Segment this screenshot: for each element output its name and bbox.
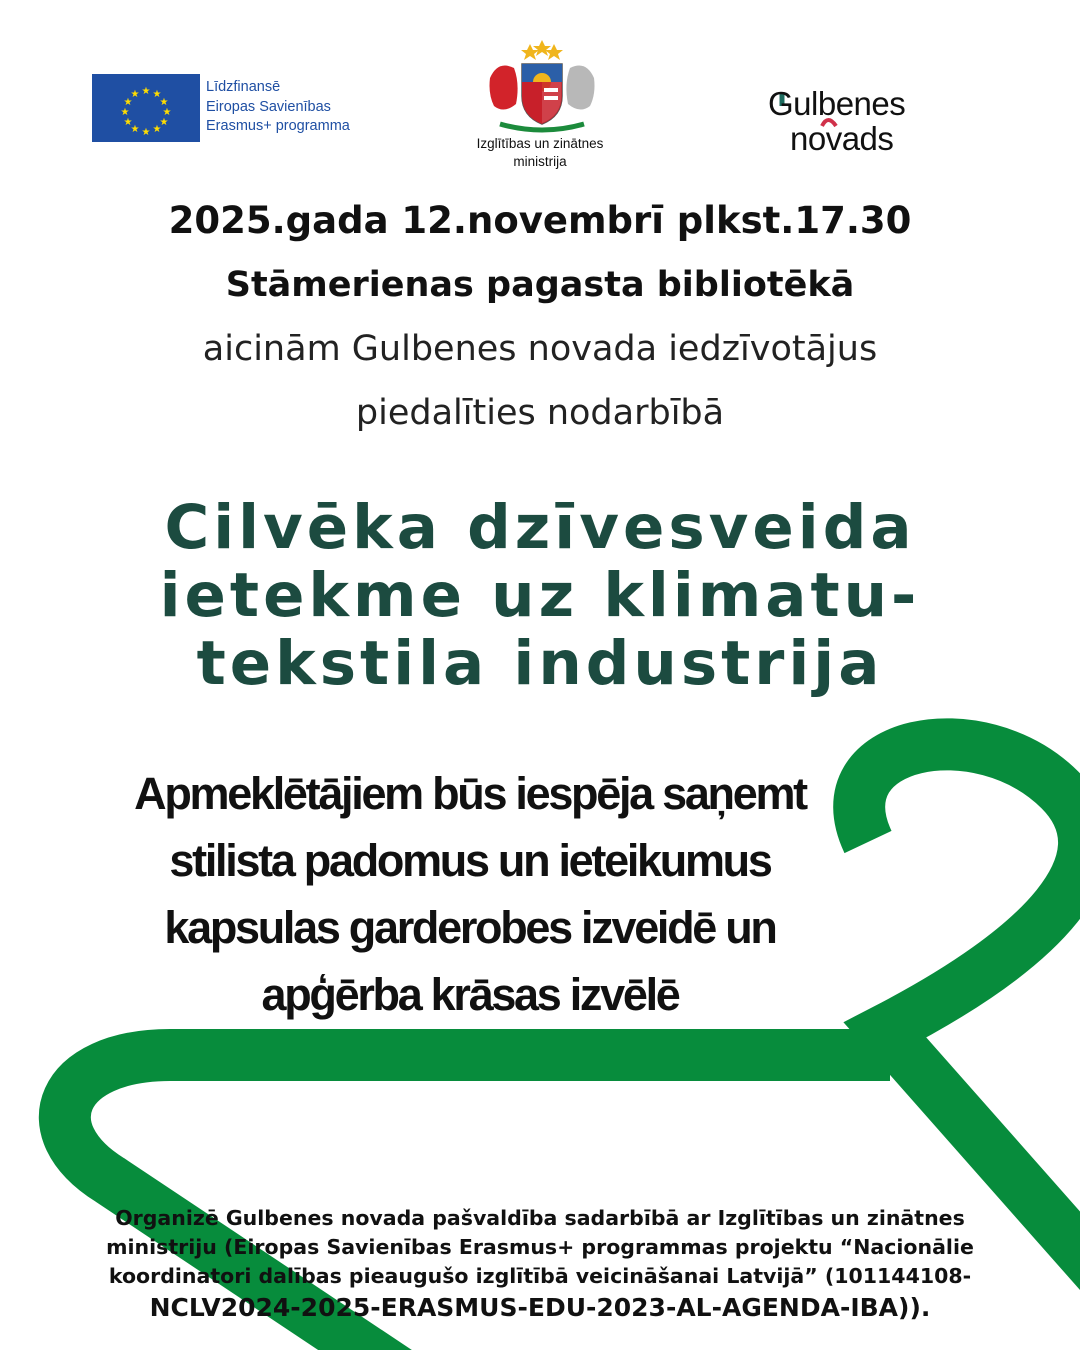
svg-text:★: ★ [141, 127, 151, 138]
novads-label: novads [790, 120, 894, 157]
offer-line: Apmeklētājiem būs iespēja saņemt [134, 768, 806, 819]
svg-text:★: ★ [162, 107, 172, 118]
svg-text:★: ★ [152, 124, 162, 135]
ministry-name-line: ministrija [513, 154, 567, 169]
gulbenes-label: Gulbenes [768, 85, 906, 122]
event-date: 2025.gada 12.novembrī plkst.17.30 [168, 199, 912, 242]
eu-label-line: Līdzfinansē [206, 79, 281, 95]
event-place: Stāmerienas pagasta bibliotēkā [225, 265, 855, 305]
invite-line: piedalīties nodarbībā [355, 393, 725, 433]
title-line: tekstila industrija [196, 628, 884, 699]
eu-cofinanced-label [206, 78, 350, 137]
offer-line: stilista padomus un ieteikumus [169, 835, 771, 886]
svg-text:★: ★ [123, 97, 133, 108]
invite-line: aicinām Gulbenes novada iedzīvotājus [202, 329, 878, 369]
svg-text:★: ★ [141, 86, 151, 97]
event-title [40, 494, 1040, 698]
svg-text:★: ★ [130, 124, 140, 135]
latvian-coat-of-arms-icon [480, 38, 604, 134]
svg-text:★: ★ [130, 89, 140, 100]
eu-label-line: Erasmus+ programma [206, 118, 350, 134]
footer-line: koordinatori dalības pieaugušo izglītībā veicināšanai Latvijā” (101144108- [108, 1264, 972, 1288]
offer-line: apģērba krāsas izvēlē [261, 969, 679, 1020]
eu-flag-icon [92, 74, 200, 142]
svg-text:★: ★ [159, 97, 169, 108]
ministry-name [452, 135, 628, 171]
ministry-name-line: Izglītības un zinātnes [476, 136, 604, 151]
svg-text:★: ★ [159, 117, 169, 128]
title-line: Cilvēka dzīvesveida [164, 492, 916, 563]
offer-text [60, 760, 880, 1028]
footer-line: NCLV2024-2025-ERASMUS-EDU-2023-AL-AGENDA-IBA)). [149, 1293, 931, 1322]
svg-text:★: ★ [123, 117, 133, 128]
offer-line: kapsulas garderobes izveidē un [164, 902, 776, 953]
title-line: ietekme uz klimatu- [159, 560, 921, 631]
eu-label-line: Eiropas Savienības [206, 98, 331, 115]
svg-text:★: ★ [120, 107, 130, 118]
organizer-footer [40, 1204, 1040, 1325]
svg-text:★: ★ [152, 89, 162, 100]
footer-line: ministriju (Eiropas Savienības Erasmus+ programmas projektu “Nacionālie [106, 1235, 974, 1259]
footer-line: Organizē Gulbenes novada pašvaldība sadarbībā ar Izglītības un zinātnes [115, 1206, 965, 1230]
